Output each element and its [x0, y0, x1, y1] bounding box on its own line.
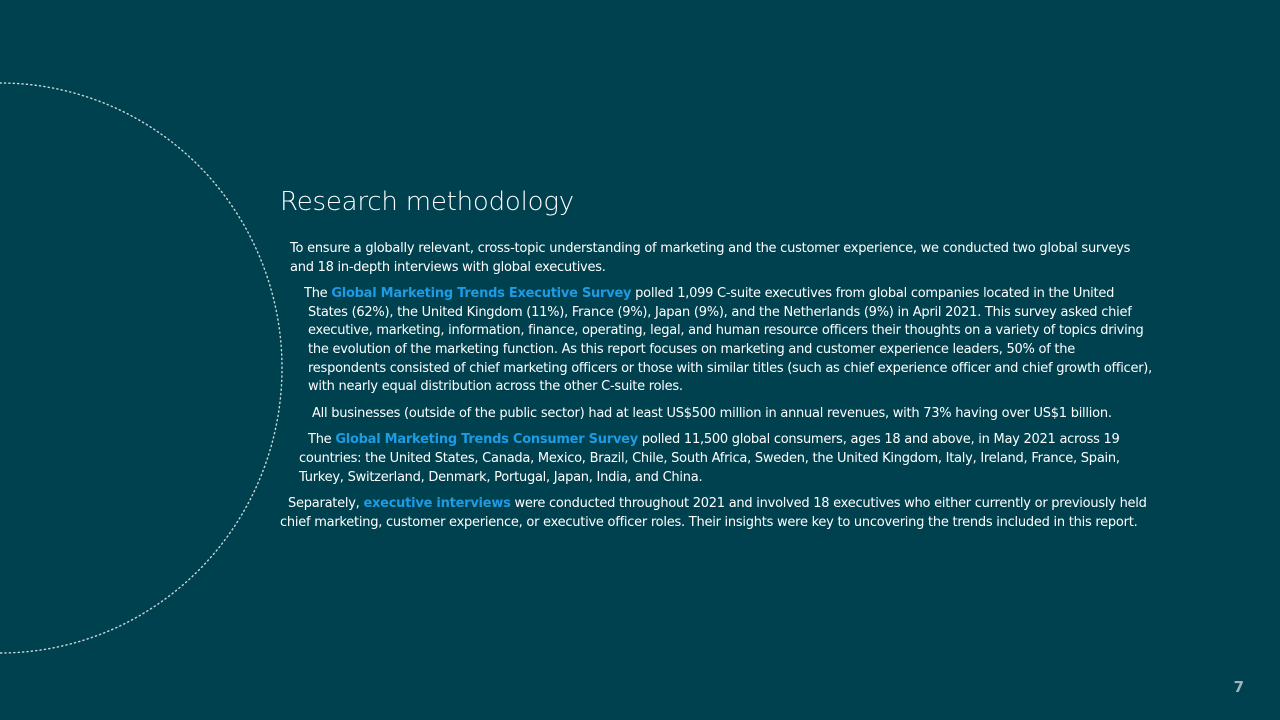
interviews-pre: Separately,	[288, 496, 364, 512]
consumer-survey-pre: The	[308, 432, 336, 448]
executive-survey-text: polled 1,099 C-suite executives from global companies located in the United States (62%), the United Kingdom (11%), France (9%), Japan (9%), and the Netherlands (9%) in April 2021. This survey asked chief executive, marketing, information, finance, operating, legal, and human resource officers their thoughts on a variety of topics driving the evolution of the marketing function. As this report focuses on marketing and customer experience leaders, 50% of the respondents consisted of chief marketing officers or those with similar titles (such as chief experience officer and chief growth officer), with nearly equal distribution across the other C-suite roles.	[308, 286, 1153, 395]
businesses-paragraph: All businesses (outside of the public sector) had at least US$500 million in annual revenues, with 73% having over US$1 billion.	[312, 405, 1112, 421]
interviews-text: were conducted throughout 2021 and involved 18 executives who either currently or previously held chief marketing, customer experience, or executive officer roles. Their insights were key to uncovering the trends included in this report.	[280, 496, 1147, 530]
interviews-paragraph	[280, 495, 1155, 532]
executive-survey-highlight: Global Marketing Trends Executive Survey	[331, 286, 632, 302]
consumer-survey-text: polled 11,500 global consumers, ages 18 and above, in May 2021 across 19 countries: the United States, Canada, Mexico, Brazil, Chile, South Africa, Sweden, the United Kingdom, Italy, Ireland, France, Spain, Turkey, Switzerland, Denmark, Portugal, Japan, India, and China.	[299, 432, 1120, 485]
page-title: Research methodology	[280, 187, 574, 217]
interviews-highlight: executive interviews	[363, 496, 511, 512]
executive-survey-pre: The	[304, 286, 332, 302]
intro-paragraph: To ensure a globally relevant, cross-topic understanding of marketing and the customer experience, we conducted two global surveys and 18 in-depth interviews with global executives.	[290, 241, 1131, 275]
consumer-survey-highlight: Global Marketing Trends Consumer Survey	[335, 432, 638, 448]
executive-survey-paragraph	[280, 285, 1155, 397]
methodology-content	[280, 184, 1155, 540]
consumer-survey-paragraph	[280, 431, 1155, 487]
page-number: 7	[1233, 678, 1244, 696]
